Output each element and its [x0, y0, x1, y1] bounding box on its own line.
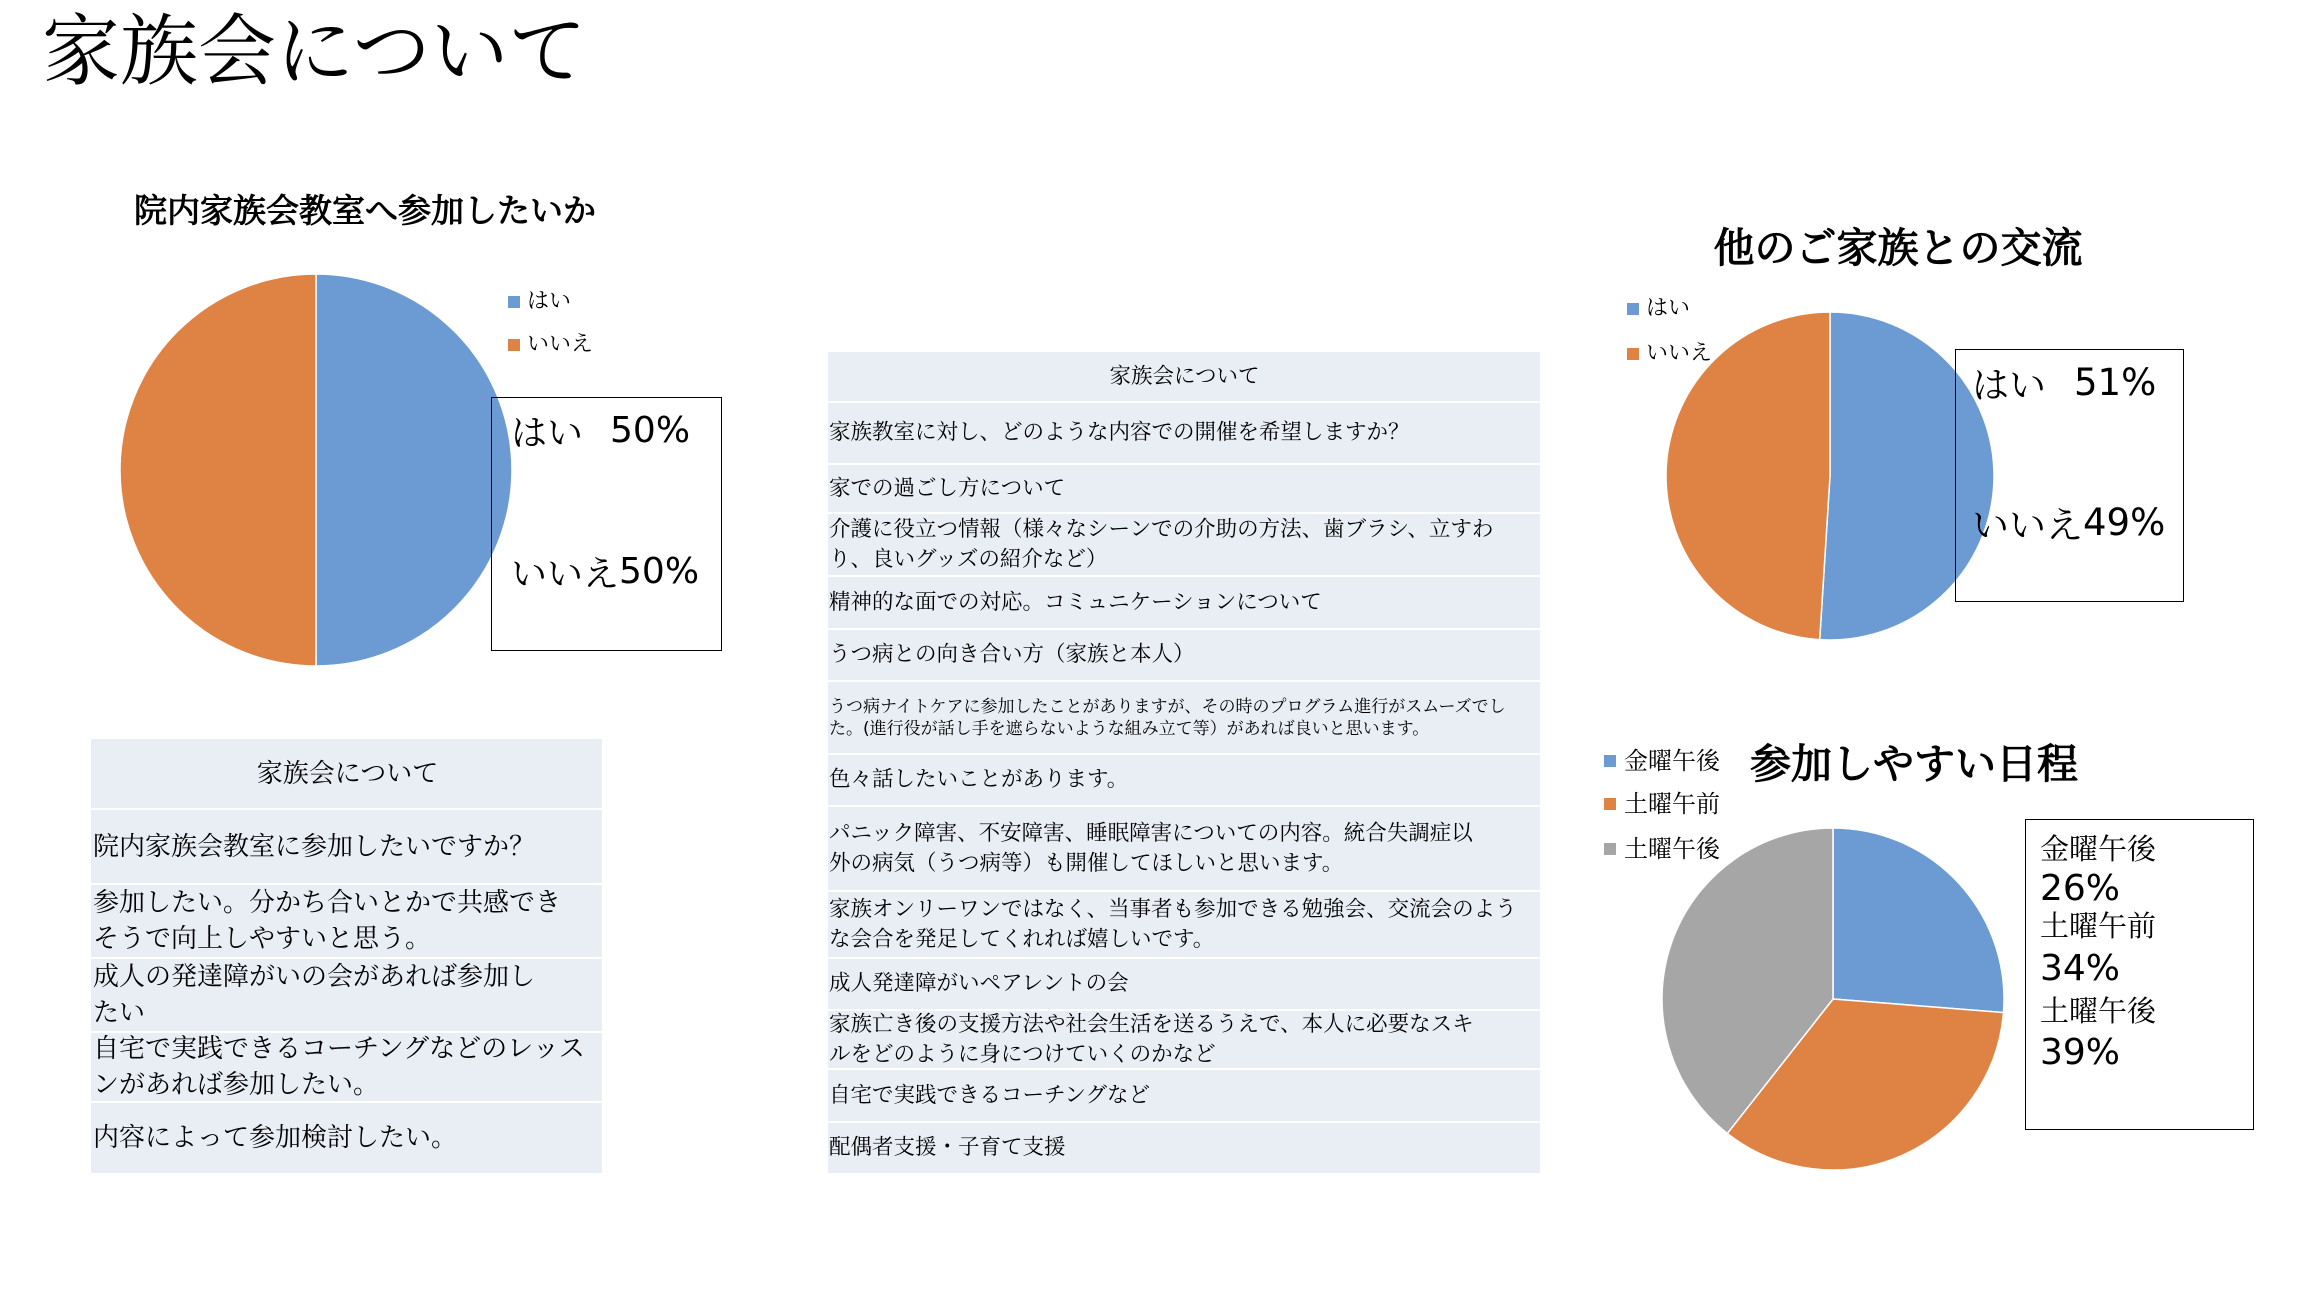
- table-row: [91, 810, 602, 885]
- middle-survey-table: [828, 352, 1540, 1175]
- legend-swatch-yes: [508, 296, 520, 308]
- table-cell-line: 内容によって参加検討したい。: [93, 1123, 458, 1153]
- table-cell-line: 成人の発達障がいの会があれば参加し: [93, 962, 536, 992]
- callout-label: 土曜午後: [2040, 994, 2157, 1028]
- table-cell-line: うつ病との向き合い方（家族と本人）: [829, 642, 1195, 667]
- legend-label-friday-pm: 金曜午後: [1624, 747, 1720, 775]
- callout-label: いいえ: [1972, 504, 2083, 547]
- table-row: [828, 807, 1540, 892]
- table-header: [828, 352, 1540, 403]
- family-exchange-chart-title: 他のご家族との交流: [1713, 224, 2083, 272]
- table-row: [828, 682, 1540, 755]
- legend-swatch-no: [1627, 348, 1639, 360]
- table-row: [828, 514, 1540, 577]
- schedule-callout-box: [2025, 819, 2254, 1130]
- table-cell-line: 家族教室に対し、どのような内容での開催を希望しますか？: [829, 420, 1410, 445]
- legend-label-saturday-pm: 土曜午後: [1624, 835, 1720, 863]
- participation-pie-slice-1: [316, 274, 512, 666]
- table-row: [828, 1070, 1540, 1123]
- table-cell-line: り、良いグッズの紹介など）: [829, 546, 1108, 572]
- callout-label: 土曜午前: [2040, 909, 2157, 943]
- table-row: [91, 1033, 602, 1103]
- callout-row-yes: [1972, 360, 2157, 407]
- table-cell-line: 参加したい。分かち合いとかで共感でき: [93, 888, 562, 918]
- table-cell-line: うつ病ナイトケアに参加したことがありますが、その時のプログラム進行がスムーズでし: [829, 696, 1506, 717]
- legend-swatch-saturday-am: [1604, 798, 1616, 810]
- table-cell-line: ンがあれば参加したい。: [93, 1070, 380, 1100]
- table-row: [828, 959, 1540, 1011]
- callout-value: 50%: [610, 409, 691, 451]
- table-cell-line: 家での過ごし方について: [829, 475, 1066, 501]
- table-cell-line: 自宅で実践できるコーチングなど: [829, 1082, 1150, 1108]
- callout-value: 39%: [2040, 1032, 2121, 1073]
- table-cell-line: ルをどのように身につけていくのかなど: [829, 1041, 1216, 1067]
- schedule-pie: [1662, 828, 2004, 1170]
- table-row: [828, 1011, 1540, 1070]
- callout-value: 26%: [2040, 868, 2121, 909]
- table-cell-line: そうで向上しやすいと思う。: [93, 924, 432, 954]
- table-cell-line: た。(進行役が話し手を遮らないような組み立て等）があれば良いと思います。: [829, 718, 1430, 739]
- callout-label: はい: [1972, 364, 2046, 407]
- table-cell-line: 配偶者支援・子育て支援: [829, 1135, 1066, 1160]
- table-cell-line: パニック障害、不安障害、睡眠障害についての内容。統合失調症以: [829, 820, 1473, 846]
- family-exchange-callout-box: [1955, 349, 2184, 602]
- callout-row-no: [1972, 500, 2166, 547]
- callout-label: いいえ: [511, 553, 620, 595]
- table-row: [828, 465, 1540, 514]
- callout-value: 49%: [2083, 500, 2166, 544]
- table-cell-line: 色々話したいことがあります。: [829, 767, 1129, 792]
- left-survey-table: [91, 739, 602, 1175]
- table-row: [828, 892, 1540, 959]
- legend-swatch-no: [508, 339, 520, 351]
- participation-pie: [120, 274, 512, 666]
- table-cell-line: な会合を発足してくれれば嬉しいです。: [829, 926, 1215, 952]
- callout-row-no: [511, 549, 699, 593]
- family-exchange-pie: [1666, 312, 1994, 640]
- table-row: [828, 403, 1540, 465]
- table-row: [828, 630, 1540, 682]
- schedule-pie-slice-1: [1833, 828, 2004, 1013]
- table-cell-line: 外の病気（うつ病等）も開催してほしいと思います。: [829, 850, 1344, 876]
- table-cell-line: 精神的な面での対応。コミュニケーションについて: [829, 589, 1322, 615]
- legend-label-yes: はい: [527, 289, 572, 314]
- table-row: [91, 885, 602, 959]
- table-cell-line: 家族亡き後の支援方法や社会生活を送るうえで、本人に必要なスキ: [829, 1011, 1474, 1037]
- legend-swatch-friday-pm: [1604, 755, 1616, 767]
- legend-label-yes: はい: [1646, 296, 1691, 321]
- table-header-text: 家族会について: [1109, 363, 1260, 389]
- table-row: [828, 755, 1540, 807]
- table-cell-line: 家族オンリーワンではなく、当事者も参加できる勉強会、交流会のよう: [829, 896, 1517, 922]
- table-cell-line: 成人発達障がいペアレントの会: [829, 971, 1129, 996]
- table-header-text: 家族会について: [256, 758, 439, 789]
- slide-title: 家族会について: [42, 7, 587, 97]
- participation-pie-slice-2: [120, 274, 316, 666]
- table-row: [91, 959, 602, 1033]
- callout-label: はい: [511, 412, 584, 454]
- table-cell-line: 自宅で実践できるコーチングなどのレッス: [93, 1034, 585, 1064]
- callout-value: 50%: [619, 550, 700, 592]
- callout-value: 34%: [2040, 948, 2121, 989]
- legend-label-no: いいえ: [527, 332, 594, 357]
- schedule-chart-title: 参加しやすい日程: [1750, 740, 2078, 788]
- table-header: [91, 739, 602, 810]
- legend-label-saturday-am: 土曜午前: [1624, 790, 1720, 818]
- table-cell-line: 介護に役立つ情報（様々なシーンでの介助の方法、歯ブラシ、立すわ: [829, 516, 1494, 542]
- participation-callout-box: [491, 397, 722, 651]
- table-row: [828, 1123, 1540, 1175]
- table-cell-line: たい: [93, 998, 146, 1028]
- legend-swatch-saturday-pm: [1604, 843, 1616, 855]
- participation-chart-title: 院内家族会教室へ参加したいか: [134, 191, 596, 230]
- callout-label: 金曜午後: [2040, 832, 2157, 866]
- table-row: [91, 1103, 602, 1175]
- callout-value: 51%: [2074, 360, 2157, 404]
- table-cell-line: 院内家族会教室に参加したいですか？: [93, 831, 536, 862]
- table-row: [828, 577, 1540, 630]
- legend-swatch-yes: [1627, 303, 1639, 315]
- legend-label-no: いいえ: [1646, 341, 1713, 366]
- callout-row-yes: [511, 408, 690, 452]
